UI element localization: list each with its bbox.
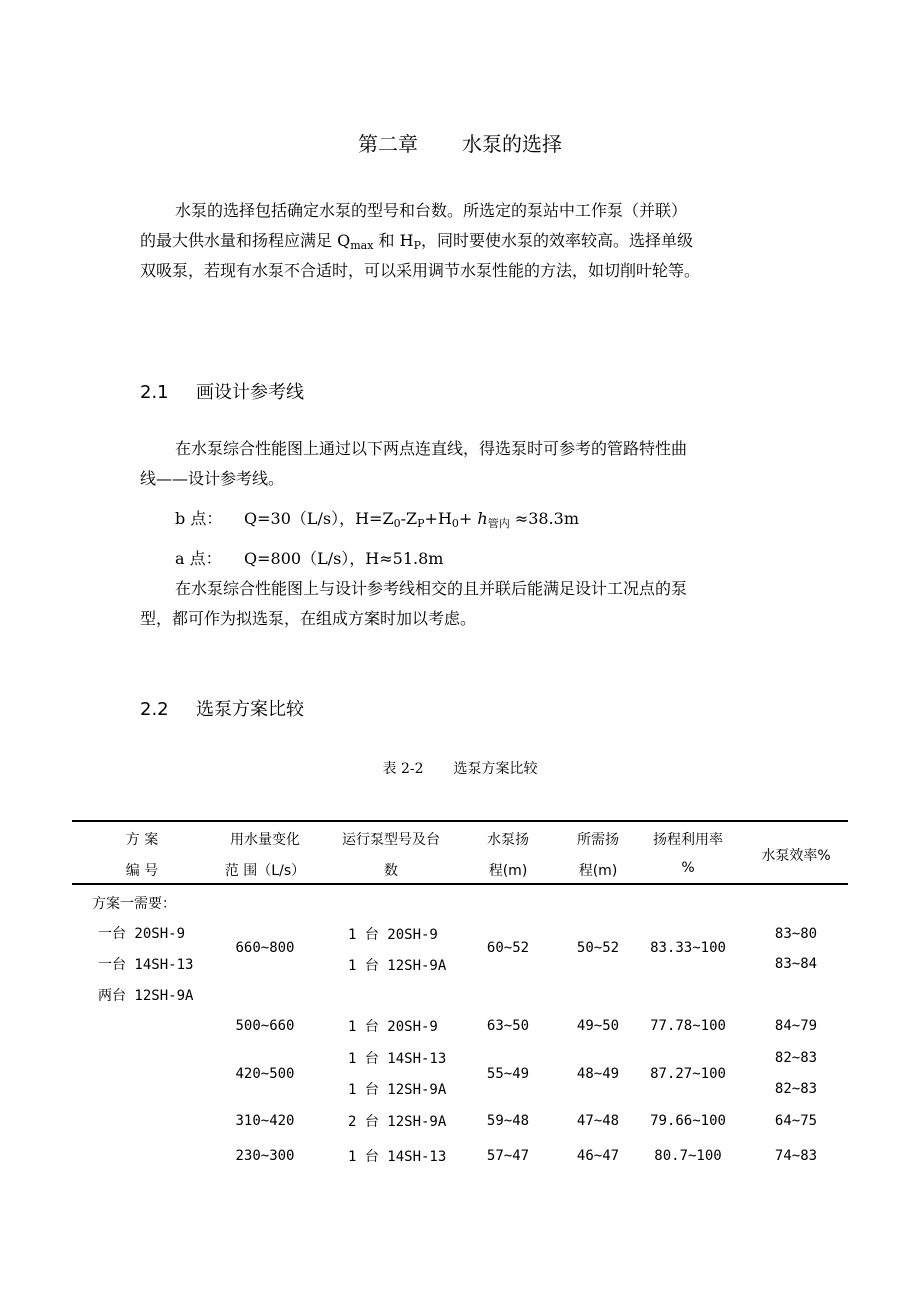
intro-line-1: 水泵的选择包括确定水泵的型号和台数。所选定的泵站中工作泵（并联）	[175, 201, 688, 220]
section1-line-3: 在水泵综合性能图上与设计参考线相交的且并联后能满足设计工况点的泵	[175, 579, 688, 598]
section-heading-2-2: 2.2 选泵方案比较	[140, 699, 304, 720]
chapter-subtitle: 水泵的选择	[462, 132, 562, 156]
table-header-rule	[72, 883, 848, 885]
intro-line-3: 双吸泵，若现有水泵不合适时，可以采用调节水泵性能的方法，如切削叶轮等。	[140, 261, 701, 280]
scheme-line-2: 一台 20SH-9	[98, 926, 186, 942]
section-heading-2-1: 2.1 画设计参考线	[140, 382, 304, 403]
point-b-label: b 点：	[175, 509, 223, 528]
scheme-line-3: 一台 14SH-13	[98, 957, 194, 973]
section1-line-4: 型，都可作为拟选泵，在组成方案时加以考虑。	[140, 609, 477, 628]
point-a-formula: Q=800（L/s），H≈51.8m	[244, 549, 444, 568]
point-a-label: a 点：	[175, 549, 222, 568]
table-caption: 表 2-2 选泵方案比较	[382, 761, 538, 777]
section1-line-1: 在水泵综合性能图上通过以下两点连直线，得选泵时可参考的管路特性曲	[175, 439, 688, 458]
scheme-line-4: 两台 12SH-9A	[98, 988, 194, 1004]
point-b-formula: Q=30（L/s），H=Z0-ZP+H0+ h管内 ≈38.3m	[244, 509, 579, 530]
scheme-line-1: 方案一需要：	[92, 896, 176, 912]
table-top-rule	[72, 820, 848, 822]
section1-line-2: 线——设计参考线。	[140, 469, 285, 488]
chapter-number: 第二章	[358, 132, 418, 156]
intro-line-2: 的最大供水量和扬程应满足 Qmax 和 HP，同时要使水泵的效率较高。选择单级	[140, 231, 693, 252]
chapter-title	[0, 128, 920, 157]
